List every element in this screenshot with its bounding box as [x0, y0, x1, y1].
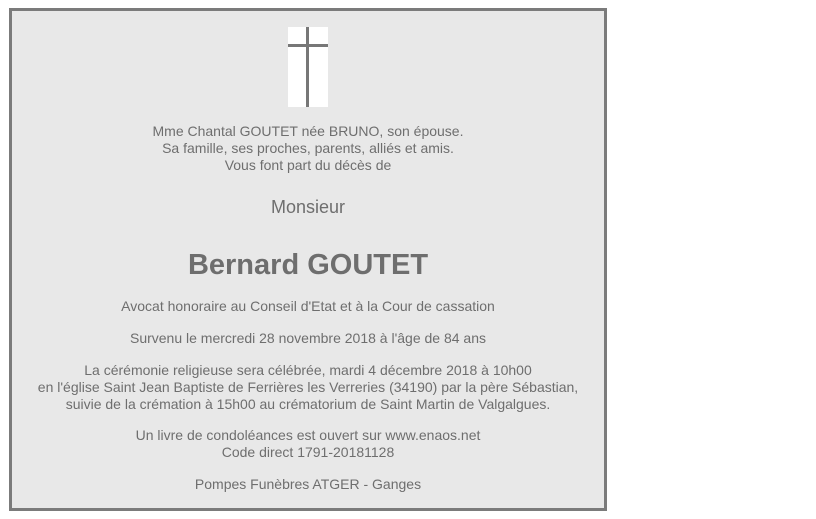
announcer-line-family: Sa famille, ses proches, parents, alliés et amis. [162, 140, 454, 156]
announcer-line-intro: Vous font part du décès de [224, 157, 392, 173]
death-date: Survenu le mercredi 28 novembre 2018 à l'âge de 84 ans [129, 330, 486, 346]
deceased-profession: Avocat honoraire au Conseil d'Etat et à la Cour de cassation [121, 298, 495, 314]
latin-cross-icon [288, 27, 328, 107]
ceremony-line-1: La cérémonie religieuse sera célébrée, mardi 4 décembre 2018 à 10h00 [84, 362, 532, 378]
cross-vertical-bar [306, 27, 309, 107]
cross-horizontal-bar [288, 44, 328, 47]
announcer-line-spouse: Mme Chantal GOUTET née BRUNO, son épouse. [152, 123, 464, 139]
ceremony-line-3: suivie de la crémation à 15h00 au crématorium de Saint Martin de Valgalgues. [65, 396, 551, 412]
deceased-title: Monsieur [270, 197, 346, 217]
funeral-home: Pompes Funèbres ATGER - Ganges [194, 476, 422, 492]
obituary-notice [9, 8, 607, 511]
condolences-line: Un livre de condoléances est ouvert sur www.enaos.net [135, 427, 481, 443]
condolences-code: Code direct 1791-20181128 [221, 444, 395, 460]
deceased-name: Bernard GOUTET [187, 249, 429, 281]
ceremony-line-2: en l'église Saint Jean Baptiste de Ferrières les Verreries (34190) par la père Sébastian, [37, 379, 579, 395]
